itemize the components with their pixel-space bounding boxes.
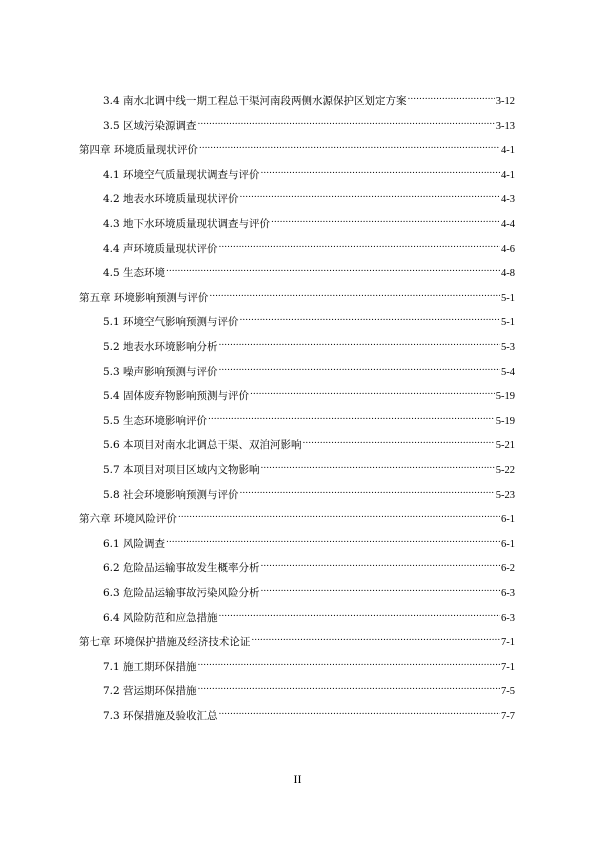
toc-dot-leader xyxy=(250,385,495,399)
toc-entry-page: 4-8 xyxy=(501,268,515,280)
page-number: II xyxy=(293,772,302,786)
toc-section-entry[interactable] xyxy=(103,607,515,624)
toc-entry-page: 3-13 xyxy=(495,120,515,132)
toc-entry-page: 7-5 xyxy=(501,686,515,698)
toc-entry-page: 5-19 xyxy=(495,391,515,403)
toc-section-entry[interactable] xyxy=(103,262,515,280)
toc-section-entry[interactable] xyxy=(103,336,515,353)
toc-entry-title: 5.6 本项目对南水北调总干渠、双洎河影响 xyxy=(103,439,302,452)
toc-entry-title: 5.4 固体废弃物影响预测与评价 xyxy=(103,390,250,403)
toc-entry-page: 5-4 xyxy=(501,366,515,378)
toc-entry-page: 6-1 xyxy=(501,538,515,550)
toc-entry-page: 5-22 xyxy=(495,465,515,476)
toc-dot-leader xyxy=(198,680,500,694)
toc-section-entry[interactable] xyxy=(103,90,515,107)
toc-entry-page: 5-23 xyxy=(495,489,515,501)
toc-entry-page: 5-1 xyxy=(501,292,515,304)
toc-entry-page: 7-1 xyxy=(501,637,515,649)
toc-dot-leader xyxy=(261,164,500,178)
toc-dot-leader xyxy=(271,213,500,227)
toc-dot-leader xyxy=(251,631,500,645)
toc-dot-leader xyxy=(240,311,500,325)
toc-chapter-entry[interactable] xyxy=(79,508,515,526)
toc-dot-leader xyxy=(219,361,500,375)
toc-entry-page: 5-21 xyxy=(495,440,515,452)
toc-section-entry[interactable] xyxy=(103,557,515,575)
toc-chapter-entry[interactable] xyxy=(79,631,515,649)
toc-section-entry[interactable] xyxy=(103,656,515,673)
toc-entry-page: 7-7 xyxy=(501,711,515,722)
toc-dot-leader xyxy=(240,484,495,498)
toc-dot-leader xyxy=(219,238,500,252)
toc-dot-leader xyxy=(219,607,500,621)
toc-entry-title: 第五章 环境影响预测与评价 xyxy=(79,291,209,304)
toc-section-entry[interactable] xyxy=(103,582,515,599)
toc-dot-leader xyxy=(261,557,500,571)
toc-entry-page: 7-1 xyxy=(501,661,515,673)
toc-entry-title: 7.2 营运期环保措施 xyxy=(103,685,197,698)
toc-section-entry[interactable] xyxy=(103,434,515,452)
toc-entry-title: 5.1 环境空气影响预测与评价 xyxy=(103,316,239,329)
toc-entry-title: 第四章 环境质量现状评价 xyxy=(79,144,198,157)
toc-section-entry[interactable] xyxy=(103,238,515,255)
toc-section-entry[interactable] xyxy=(103,311,515,329)
toc-dot-leader xyxy=(199,139,500,153)
toc-entry-page: 6-3 xyxy=(501,588,515,599)
toc-dot-leader xyxy=(408,90,495,104)
toc-entry-page: 6-3 xyxy=(501,612,515,624)
toc-entry-title: 5.7 本项目对项目区域内文物影响 xyxy=(103,464,260,476)
toc-entry-title: 6.2 危险品运输事故发生概率分析 xyxy=(103,562,260,575)
toc-dot-leader xyxy=(198,656,500,670)
toc-dot-leader xyxy=(178,508,500,522)
toc-dot-leader xyxy=(219,705,500,719)
toc-entry-title: 4.3 地下水环境质量现状调查与评价 xyxy=(103,218,271,230)
toc-dot-leader xyxy=(303,434,495,448)
toc-entry-page: 5-3 xyxy=(501,342,515,353)
toc-entry-title: 5.2 地表水环境影响分析 xyxy=(103,341,218,353)
toc-entry-title: 6.3 危险品运输事故污染风险分析 xyxy=(103,587,260,599)
toc-entry-page: 4-1 xyxy=(501,145,515,157)
toc-dot-leader xyxy=(219,336,500,350)
toc-dot-leader xyxy=(166,262,500,276)
toc-section-entry[interactable] xyxy=(103,484,515,501)
toc-entry-title: 5.5 生态环境影响评价 xyxy=(103,414,208,427)
toc-chapter-entry[interactable] xyxy=(79,139,515,157)
toc-entry-title: 5.8 社会环境影响预测与评价 xyxy=(103,488,239,501)
toc-chapter-entry[interactable] xyxy=(79,287,515,304)
toc-entry-page: 3-12 xyxy=(495,96,515,107)
toc-entry-title: 第七章 环境保护措施及经济技术论证 xyxy=(79,636,251,649)
toc-dot-leader xyxy=(209,287,500,301)
toc-entry-page: 5-1 xyxy=(501,317,515,329)
toc-dot-leader xyxy=(166,533,500,547)
toc-section-entry[interactable] xyxy=(103,115,515,132)
toc-entry-title: 3.5 区域污染源调查 xyxy=(103,119,197,132)
toc-dot-leader xyxy=(240,188,500,202)
toc-section-entry[interactable] xyxy=(103,361,515,378)
toc-entry-title: 7.3 环保措施及验收汇总 xyxy=(103,710,218,722)
toc-entry-page: 4-1 xyxy=(501,169,515,181)
toc-section-entry[interactable] xyxy=(103,213,515,230)
toc-dot-leader xyxy=(208,410,495,424)
toc-section-entry[interactable] xyxy=(103,385,515,403)
toc-section-entry[interactable] xyxy=(103,188,515,206)
toc-entry-title: 6.1 风险调查 xyxy=(103,537,166,550)
toc-entry-title: 4.5 生态环境 xyxy=(103,267,166,280)
toc-dot-leader xyxy=(261,582,500,596)
toc-entry-page: 6-2 xyxy=(501,563,515,575)
toc-entry-page: 5-19 xyxy=(495,415,515,427)
toc-entry-title: 4.2 地表水环境质量现状评价 xyxy=(103,193,239,206)
toc-section-entry[interactable] xyxy=(103,410,515,427)
toc-section-entry[interactable] xyxy=(103,164,515,181)
toc-entry-title: 5.3 噪声影响预测与评价 xyxy=(103,365,218,378)
toc-entry-page: 4-6 xyxy=(501,243,515,255)
toc-entry-title: 3.4 南水北调中线一期工程总干渠河南段两侧水源保护区划定方案 xyxy=(103,95,407,107)
toc-section-entry[interactable] xyxy=(103,680,515,698)
toc-dot-leader xyxy=(261,459,495,473)
toc-entry-title: 7.1 施工期环保措施 xyxy=(103,660,197,673)
toc-section-entry[interactable] xyxy=(103,459,515,476)
toc-section-entry[interactable] xyxy=(103,705,515,722)
toc-entry-title: 4.4 声环境质量现状评价 xyxy=(103,242,218,255)
toc-entry-title: 6.4 风险防范和应急措施 xyxy=(103,611,218,624)
toc-entry-page: 6-1 xyxy=(501,514,515,526)
toc-entry-title: 4.1 环境空气质量现状调查与评价 xyxy=(103,168,260,181)
toc-entry-title: 第六章 环境风险评价 xyxy=(79,513,177,526)
toc-entry-page: 4-4 xyxy=(501,219,515,230)
toc-section-entry[interactable] xyxy=(103,533,515,550)
toc-dot-leader xyxy=(198,115,495,129)
toc-entry-page: 4-3 xyxy=(501,194,515,206)
